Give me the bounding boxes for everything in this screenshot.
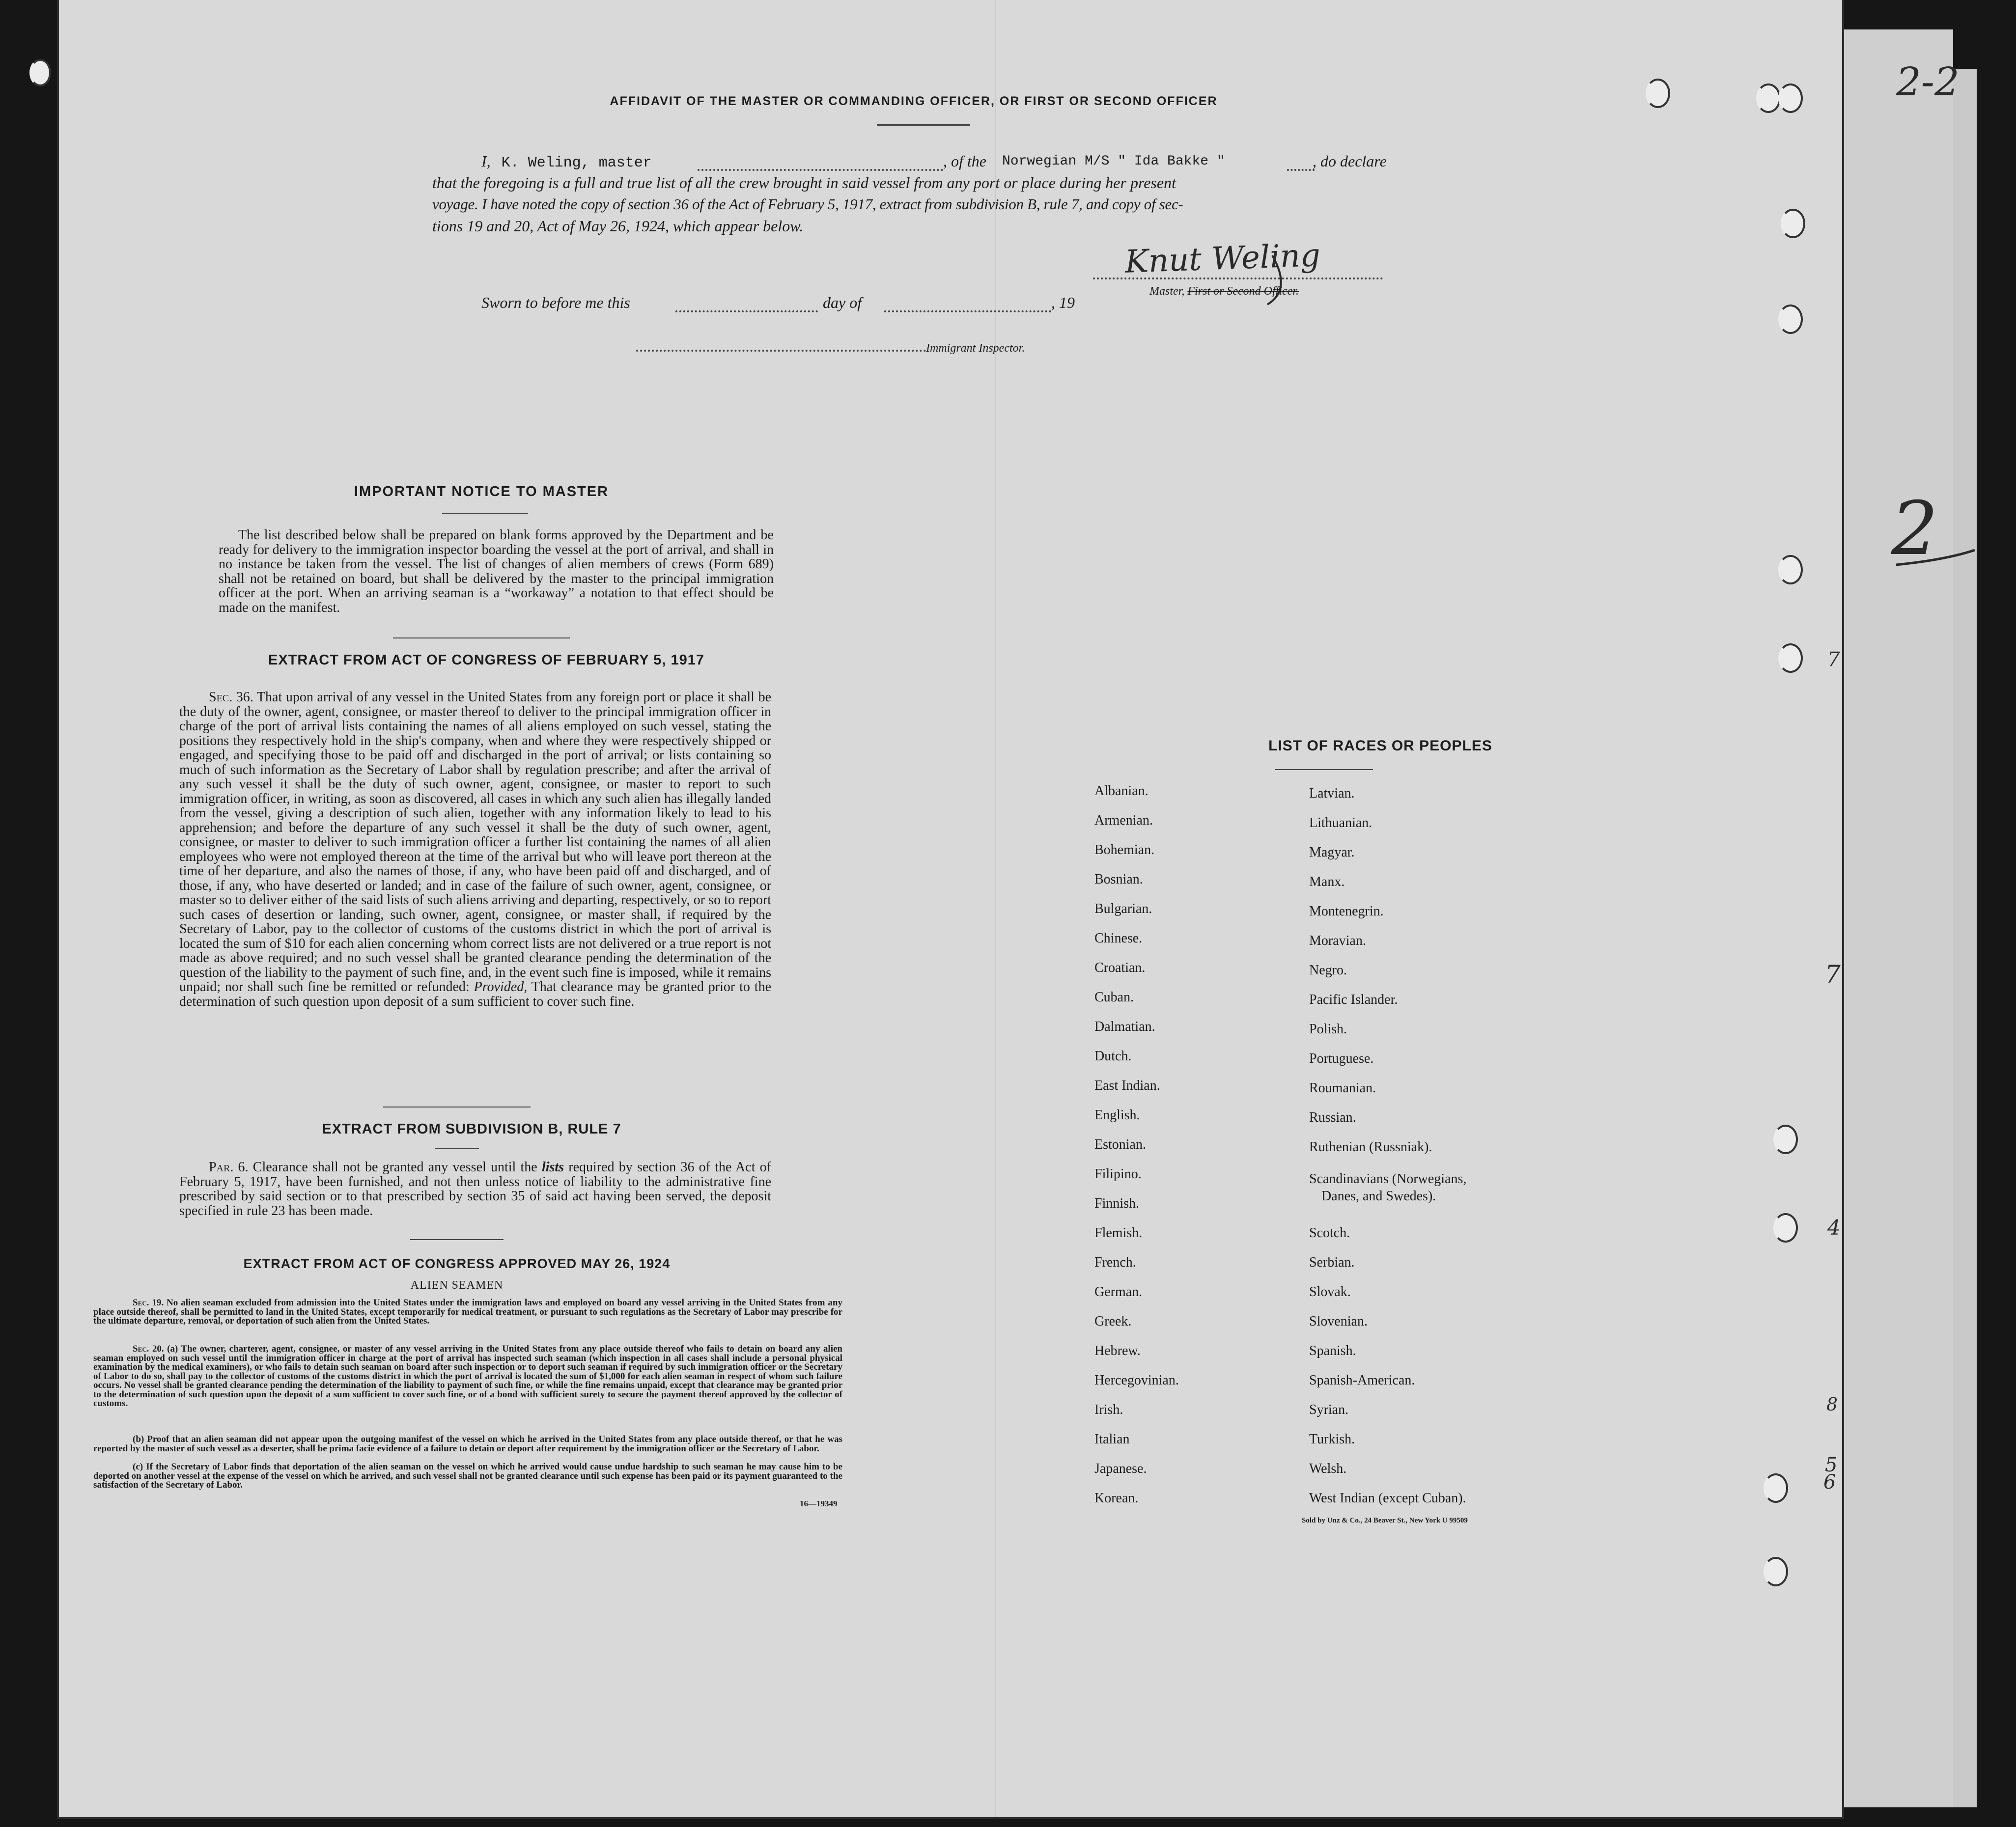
punch-hole — [1778, 304, 1803, 334]
margin-mark-8: 8 — [1826, 1395, 1838, 1415]
notice-divider — [393, 637, 570, 638]
race-item: Dalmatian. — [1094, 1019, 1155, 1034]
race-item: Scotch. — [1309, 1225, 1350, 1241]
race-item: Moravian. — [1309, 933, 1366, 948]
punch-hole — [1764, 1557, 1788, 1586]
big-two-tail — [1896, 545, 1994, 575]
sec-19-text — [93, 1299, 842, 1326]
race-item: French. — [1094, 1255, 1136, 1270]
affidavit-title: AFFIDAVIT OF THE MASTER OR COMMANDING OFFICER, OR FIRST OR SECOND OFFICER — [610, 94, 1218, 108]
caption-master: Master, — [1149, 285, 1185, 298]
punch-hole — [1773, 1213, 1798, 1243]
race-item: Bulgarian. — [1094, 901, 1152, 916]
race-item: Negro. — [1309, 963, 1347, 978]
affidavit-i: I, — [481, 152, 491, 170]
margin-mark-5: 5 — [1825, 1454, 1838, 1476]
race-item: Filipino. — [1094, 1166, 1142, 1182]
race-item: Danes, and Swedes). — [1321, 1189, 1436, 1204]
race-item: Croatian. — [1094, 960, 1146, 975]
race-item: Irish. — [1094, 1402, 1123, 1417]
signature-caption — [1149, 285, 1299, 298]
race-item: Japanese. — [1094, 1461, 1147, 1476]
margin-mark-4: 4 — [1827, 1216, 1841, 1240]
sworn-year: , 19 — [1051, 294, 1075, 311]
extract-1917-title: EXTRACT FROM ACT OF CONGRESS OF FEBRUARY 5, 1917 — [268, 652, 705, 668]
affidavit-declare: , do declare — [1313, 152, 1387, 170]
rule-7-body — [179, 1160, 771, 1218]
printer-imprint: Sold by Unz & Co., 24 Beaver St., New York U 99509 — [1302, 1517, 1468, 1524]
race-item: Scandinavians (Norwegians, — [1309, 1171, 1467, 1187]
punch-hole — [1764, 1473, 1788, 1503]
sec-36-text: That upon arrival of any vessel in the United States from any foreign port or place it shall be the duty of the owner, agent, consignee, or master thereof to deliver to the principal immigration officer in charge of the port of arrival lists containing the names of all aliens employed on such vessel, stating the positions they respectively hold in the ship's company, when and where they were respectively shipped or engaged, and specifying those to be paid off and discharged in the port of arrival; or lists containing so much of such information as the Secretary of Labor shall by regulation prescribe; and after the arrival of any such vessel it shall be the duty of such owner, agent, consignee, or master to report to such immigration officer, in writing, as soon as discovered, all cases in which any such alien has illegally landed from the vessel, giving a description of such alien, together with any information likely to lead to his apprehension; and before the departure of any such vessel it shall be the duty of such owner, agent, consignee, or master to deliver to such immigration officer a further list containing the names of all alien employees who were not employed thereon at the time of the arrival but who will leave port thereon at the time of her departure, and also the names of those, if any, who have been paid off and discharged, and of those, if any, who have deserted or landed; and in case of the failure of such owner, agent, consignee, or master so to deliver either of the said lists of such aliens arriving and departing, respectively, or so to report such cases of desertion or landing, such owner, agent, consignee, or master shall, if required by the Secretary of Labor, pay to the collector of customs of the customs district in which the port of arrival is located the sum of $10 for each alien concerning whom correct lists are not delivered or a true report is not made as above required; and no such vessel shall be granted clearance pending the determination of the question of the liability to the payment of such fine, and, in the event such fine is imposed, while it remains unpaid; nor shall such fine be remitted or refunded: — [179, 690, 771, 995]
race-item: Slovenian. — [1309, 1314, 1368, 1329]
proviso-label: Provided, — [474, 979, 528, 995]
punch-hole — [1756, 83, 1781, 113]
rule-7-divider — [410, 1239, 504, 1240]
race-item: Pacific Islander. — [1309, 992, 1398, 1007]
rule-7-underline — [435, 1148, 479, 1149]
sworn-day-dots — [675, 310, 818, 312]
punch-hole — [1778, 555, 1803, 584]
title-underline — [877, 124, 970, 126]
caption-struck: First or Second Officer. — [1187, 285, 1299, 298]
race-item: Estonian. — [1094, 1137, 1146, 1152]
race-item: Armenian. — [1094, 813, 1153, 828]
sec-19-label: Sec. 19. — [133, 1298, 164, 1308]
race-item: Turkish. — [1309, 1432, 1355, 1447]
race-item: Polish. — [1309, 1022, 1347, 1037]
affidavit-line-3: voyage. I have noted the copy of section 36 of the Act of February 5, 1917, extract from subdivision B, rule 7, and copy of sec- — [432, 195, 1183, 213]
center-fold — [995, 0, 996, 1817]
race-item: Spanish-American. — [1309, 1373, 1415, 1388]
sec-20a-text — [93, 1345, 842, 1409]
alien-seamen-subtitle: ALIEN SEAMEN — [410, 1279, 504, 1292]
race-item: Portuguese. — [1309, 1051, 1374, 1066]
race-item: Lithuanian. — [1309, 815, 1372, 830]
race-item: Manx. — [1309, 874, 1345, 889]
affidavit-line-4: tions 19 and 20, Act of May 26, 1924, which appear below. — [432, 217, 804, 235]
punch-hole — [1778, 643, 1803, 673]
punch-hole — [29, 59, 51, 86]
race-item: Syrian. — [1309, 1402, 1349, 1417]
race-item: Flemish. — [1094, 1225, 1143, 1241]
vessel-name-dots — [1287, 169, 1315, 171]
inspector-dots — [636, 350, 926, 352]
master-name: K. Weling, master — [501, 155, 652, 171]
margin-mark-7b: 7 — [1825, 960, 1841, 989]
race-item: East Indian. — [1094, 1078, 1160, 1093]
race-item: Latvian. — [1309, 786, 1355, 801]
race-item: Cuban. — [1094, 990, 1134, 1005]
race-item: Korean. — [1094, 1491, 1139, 1506]
race-item: Finnish. — [1094, 1196, 1140, 1211]
notice-title: IMPORTANT NOTICE TO MASTER — [354, 484, 609, 499]
race-item: Bosnian. — [1094, 872, 1143, 887]
sec-20b-text: (b) Proof that an alien seaman did not appear upon the outgoing manifest of the vessel on which he arrived in the United States from any place outside thereof, or that he was reported by the master of such vessel as a deserter, shall be prima facie evidence of a failure to detain or deport after requirement by the immigration officer or the Secretary of Labor. — [93, 1434, 842, 1454]
punch-hole — [1646, 79, 1670, 108]
form-number: 16—19349 — [800, 1499, 838, 1508]
races-title: LIST OF RACES OR PEOPLES — [1268, 738, 1492, 754]
race-item: Bohemian. — [1094, 842, 1155, 858]
punch-hole — [1778, 83, 1803, 113]
race-item: Roumanian. — [1309, 1080, 1376, 1096]
notice-body: The list described below shall be prepared on blank forms approved by the Department and be ready for delivery to the immigration inspector boarding the vessel at the port of arrival, and shall in no instance be taken from the vessel. The list of changes of alien members of crews (Form 689) shall not be retained on board, but shall be delivered by the master to the principal immigration officer at the port. When an arriving seaman is a “workaway” a notation to that effect should be made on the manifest. — [219, 527, 774, 615]
par-6-text-b: required by section 36 of the Act of February 5, 1917, have been furnished, and not then unless notice of liability to the administrative fine prescribed by said section or to that prescribed by section 35 of said act having been served, the deposit specified in rule 23 has been made. — [179, 1160, 772, 1218]
sworn-prefix: Sworn to before me this — [481, 294, 630, 311]
race-item: Albanian. — [1094, 783, 1148, 799]
race-item: West Indian (except Cuban). — [1309, 1491, 1466, 1506]
race-item: Montenegrin. — [1309, 904, 1384, 919]
race-item: Greek. — [1094, 1314, 1132, 1329]
par-6-label: Par. 6. — [209, 1160, 249, 1175]
sec-36-label: Sec. 36. — [209, 690, 253, 705]
race-item: Hebrew. — [1094, 1343, 1141, 1358]
affidavit-line-1 — [481, 152, 652, 171]
race-item: Hercegovinian. — [1094, 1373, 1179, 1388]
race-item: Chinese. — [1094, 931, 1143, 946]
margin-mark-7a: 7 — [1827, 648, 1840, 671]
lists-word: lists — [541, 1160, 564, 1175]
race-item: Spanish. — [1309, 1343, 1356, 1358]
races-underline — [1275, 769, 1373, 770]
extract-1924-title: EXTRACT FROM ACT OF CONGRESS APPROVED MAY 26, 1924 — [243, 1256, 671, 1271]
margin-mark-6: 6 — [1823, 1471, 1836, 1494]
race-item: Ruthenian (Russniak). — [1309, 1139, 1432, 1155]
rule-7-title: EXTRACT FROM SUBDIVISION B, RULE 7 — [322, 1121, 621, 1137]
sec-20c-text: (c) If the Secretary of Labor finds that deportation of the alien seaman on the vessel on which he arrived would cause undue hardship to such seaman he may cause him to be deported on another vessel at the expense of the vessel on which he arrived, and such vessel shall not be granted clearance until such expense has been paid or its payment guaranteed to the satisfaction of the Secretary of Labor. — [93, 1462, 842, 1490]
sec-20a-body: (a) The owner, charterer, agent, consignee, or master of any vessel arriving in the United States from any place outside thereof who fails to detain on board any alien seaman employed on such vessel until the immigration officer in charge at the port of arrival has inspected such seaman (which inspection in all cases shall include a personal physical examination by the medical examiners), or who fails to detain such seaman on board after such inspection or to deport such seaman if required by such immigration officer or the Secretary of Labor to do so, shall pay to the collector of customs of the customs district in which the port of arrival is located the sum of $1,000 for each alien seaman in respect of whom such failure occurs. No vessel shall be granted clearance pending the determination of the liability to payment of such fine, or while the fine remains unpaid, except that clearance may be granted prior to the determination of such question upon the deposit of a sum sufficient to cover such fine, or of a bond with sufficient surety to secure the payment thereof approved by the collector of customs. — [93, 1344, 842, 1409]
notice-underline — [442, 513, 528, 514]
race-item: Russian. — [1309, 1110, 1356, 1125]
sworn-day-of: day of — [823, 294, 862, 311]
affidavit-line-2: that the foregoing is a full and true list of all the crew brought in said vessel from any port or place during her present — [432, 174, 1176, 192]
race-item: Italian — [1094, 1432, 1130, 1447]
margin-mark-big-two: 2 — [1891, 486, 1938, 572]
race-item: Serbian. — [1309, 1255, 1355, 1270]
par-6-text-a: Clearance shall not be granted any vessel until the — [252, 1160, 537, 1175]
proviso-text: That clearance may be granted prior to the determination of such question upon deposit of a sum sufficient to cover such fine. — [179, 979, 771, 1009]
immigrant-inspector-label: Immigrant Inspector. — [926, 342, 1025, 355]
race-item: Welsh. — [1309, 1461, 1347, 1476]
race-item: German. — [1094, 1284, 1143, 1300]
master-name-dots — [698, 169, 943, 171]
race-item: English. — [1094, 1107, 1140, 1123]
race-item: Slovak. — [1309, 1284, 1351, 1300]
sworn-month-dots — [884, 310, 1051, 312]
race-item: Dutch. — [1094, 1049, 1132, 1064]
sec-20-label: Sec. 20. — [133, 1344, 164, 1354]
race-item: Magyar. — [1309, 845, 1355, 860]
punch-hole — [1773, 1125, 1798, 1154]
margin-mark-top-right: 2-2 — [1896, 59, 1960, 105]
sec-19-body: No alien seaman excluded from admission into the United States under the immigration laws and employed on board any vessel arriving in the United States from any place outside thereof, shall be permitted to land in the United States, except temporarily for medical treatment, or pursuant to such regulations as the Secretary of Labor may prescribe for the ultimate departure, removal, or deportation of such alien from the United States. — [93, 1298, 842, 1326]
master-signature: Knut Weling — [1124, 237, 1321, 280]
extract-1917-body — [179, 690, 771, 1009]
vessel-name: Norwegian M/S " Ida Bakke " — [1002, 154, 1225, 169]
punch-hole — [1781, 209, 1805, 238]
signature-dots — [1093, 277, 1383, 279]
affidavit-of-the: , of the — [943, 152, 986, 170]
